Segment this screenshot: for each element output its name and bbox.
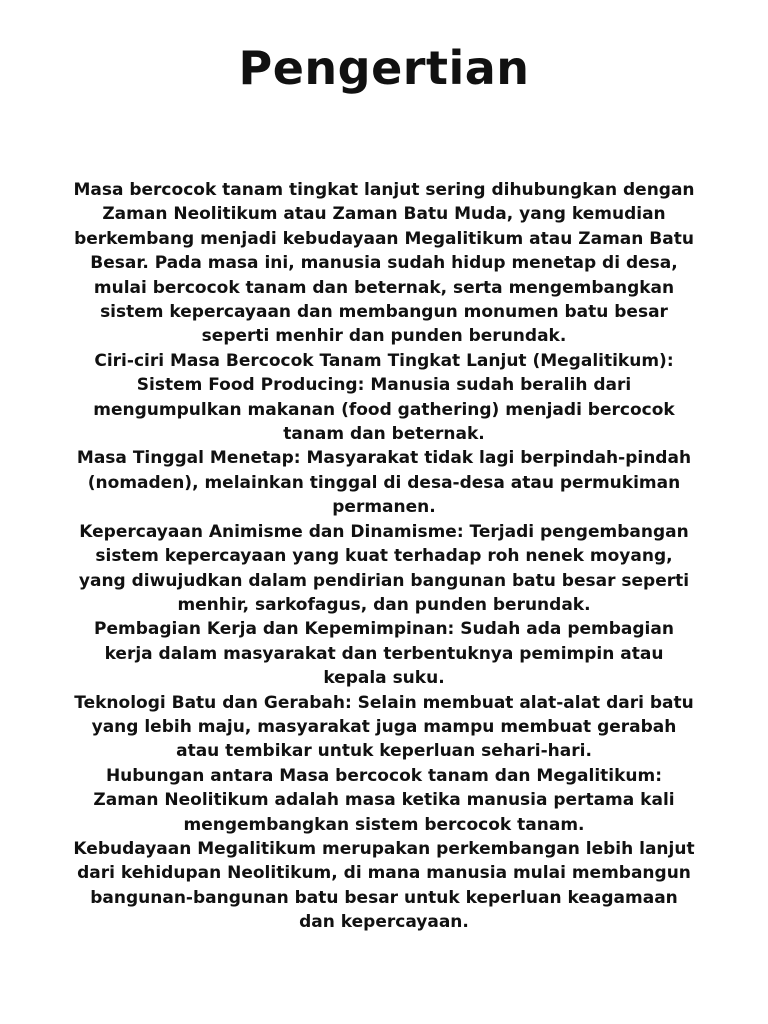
paragraph-relation-heading: Hubungan antara Masa bercocok tanam dan Megalitikum: xyxy=(105,765,663,786)
page-title: Pengertian xyxy=(238,41,530,95)
paragraph-characteristics-heading: Ciri-ciri Masa Bercocok Tanam Tingkat Lanjut (Megalitikum): xyxy=(94,350,674,371)
paragraph-megalithic: Kebudayaan Megalitikum merupakan perkembangan lebih lanjut dari kehidupan Neolitikum, di mana manusia mulai membangun bangunan-bangunan batu besar untuk keperluan keagamaan dan kepercayaan. xyxy=(73,838,695,933)
paragraph-food-producing: Sistem Food Producing: Manusia sudah beralih dari mengumpulkan makanan (food gathering) menjadi bercocok tanam dan beternak. xyxy=(93,375,675,445)
paragraph-technology: Teknologi Batu dan Gerabah: Selain membuat alat-alat dari batu yang lebih maju, masyarakat juga mampu membuat gerabah atau tembikar untuk keperluan sehari-hari. xyxy=(74,692,694,762)
paragraph-intro: Masa bercocok tanam tingkat lanjut sering dihubungkan dengan Zaman Neolitikum atau Zaman Batu Muda, yang kemudian berkembang menjadi kebudayaan Megalitikum atau Zaman Batu Besar. Pada masa ini, manusia sudah hidup menetap di desa, mulai bercocok tanam dan beternak, serta mengembangkan sistem kepercayaan dan membangun monumen batu besar seperti menhir dan punden berundak. xyxy=(73,180,695,347)
paragraph-neolithic: Zaman Neolitikum adalah masa ketika manusia pertama kali mengembangkan sistem bercocok tanam. xyxy=(93,790,675,835)
document-body xyxy=(70,178,698,935)
paragraph-settled-life: Masa Tinggal Menetap: Masyarakat tidak lagi berpindah-pindah (nomaden), melainkan tinggal di desa-desa atau permukiman permanen. xyxy=(76,448,692,518)
paragraph-beliefs: Kepercayaan Animisme dan Dinamisme: Terjadi pengembangan sistem kepercayaan yang kuat terhadap roh nenek moyang, yang diwujudkan dalam pendirian bangunan batu besar seperti menhir, sarkofagus, dan punden berundak. xyxy=(78,521,690,615)
paragraph-division-of-labor: Pembagian Kerja dan Kepemimpinan: Sudah ada pembagian kerja dalam masyarakat dan terbentuknya pemimpin atau kepala suku. xyxy=(94,619,674,689)
